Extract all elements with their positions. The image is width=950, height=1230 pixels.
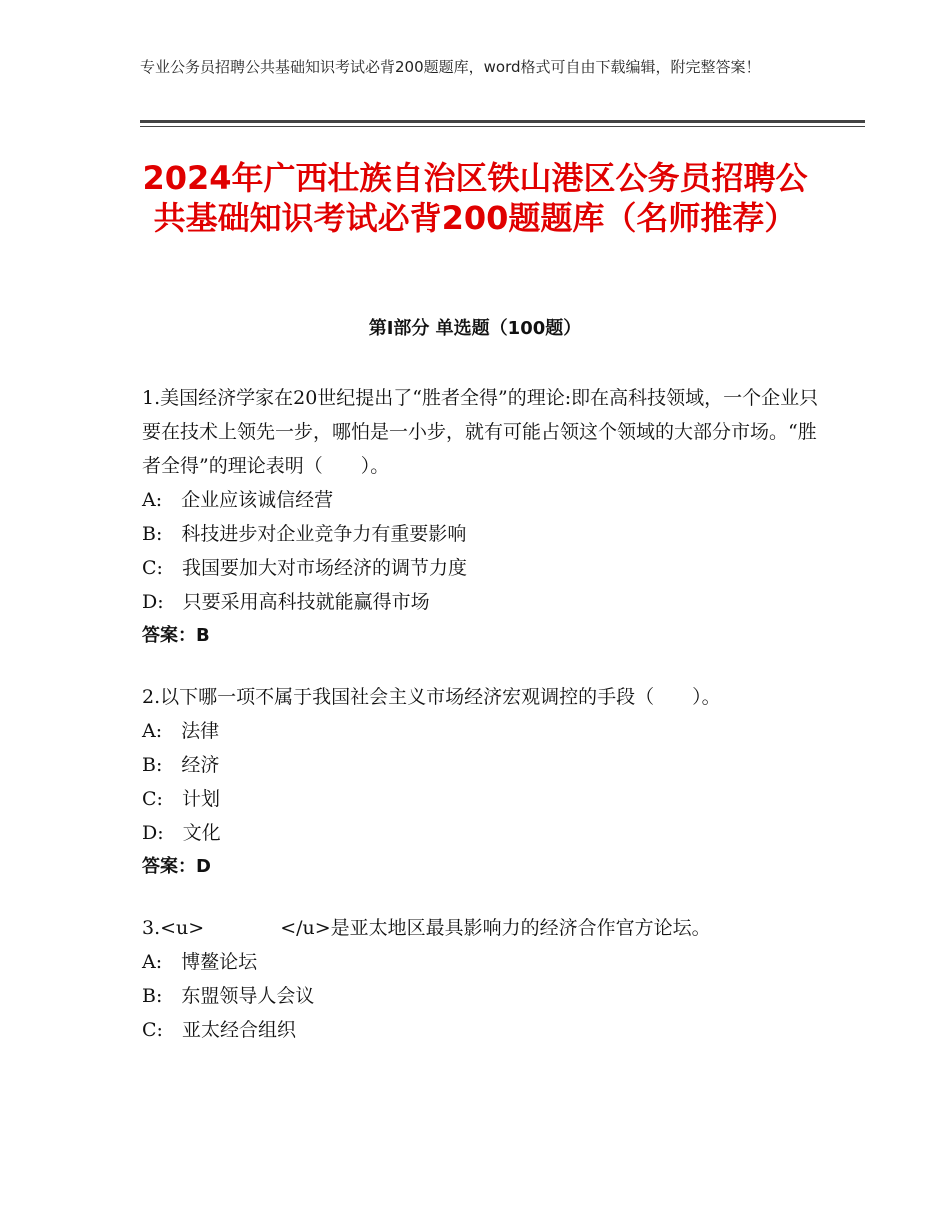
document-title: 2024年广西壮族自治区铁山港区公务员招聘公共基础知识考试必背200题题库（名师推荐）	[142, 159, 808, 237]
option-b: B: 经济	[142, 754, 220, 776]
option-b: B: 科技进步对企业竞争力有重要影响	[142, 523, 467, 545]
option-b: B: 东盟领导人会议	[142, 985, 315, 1007]
header-rule-thick	[140, 120, 865, 123]
option-a: A: 博鳌论坛	[142, 951, 258, 973]
option-d: D: 文化	[142, 822, 221, 844]
section-title: 第I部分 单选题（100题）	[368, 318, 582, 339]
question-1	[142, 381, 822, 653]
question-stem: 1.美国经济学家在20世纪提出了“胜者全得”的理论:即在高科技领域，一个企业只要在技术上领先一步，哪怕是一小步，就有可能占领这个领域的大部分市场。“胜者全得”的理论表明（ ）。	[142, 387, 819, 477]
answer-line: 答案：B	[142, 625, 210, 646]
option-c: C: 亚太经合组织	[142, 1019, 296, 1041]
question-3	[142, 911, 822, 1047]
option-c: C: 计划	[142, 788, 220, 810]
option-c: C: 我国要加大对市场经济的调节力度	[142, 557, 467, 579]
question-2	[142, 680, 822, 884]
header-note: 专业公务员招聘公共基础知识考试必背200题题库，word格式可自由下载编辑，附完整答案！	[140, 58, 761, 76]
option-d: D: 只要采用高科技就能赢得市场	[142, 591, 430, 613]
header-rule-thin	[140, 126, 865, 127]
answer-line: 答案：D	[142, 856, 211, 877]
question-stem: 2.以下哪一项不属于我国社会主义市场经济宏观调控的手段（ ）。	[142, 686, 721, 708]
question-stem: 3.<u> </u>是亚太地区最具影响力的经济合作官方论坛。	[142, 917, 711, 939]
option-a: A: 法律	[142, 720, 220, 742]
question-list	[142, 381, 822, 1074]
option-a: A: 企业应该诚信经营	[142, 489, 334, 511]
